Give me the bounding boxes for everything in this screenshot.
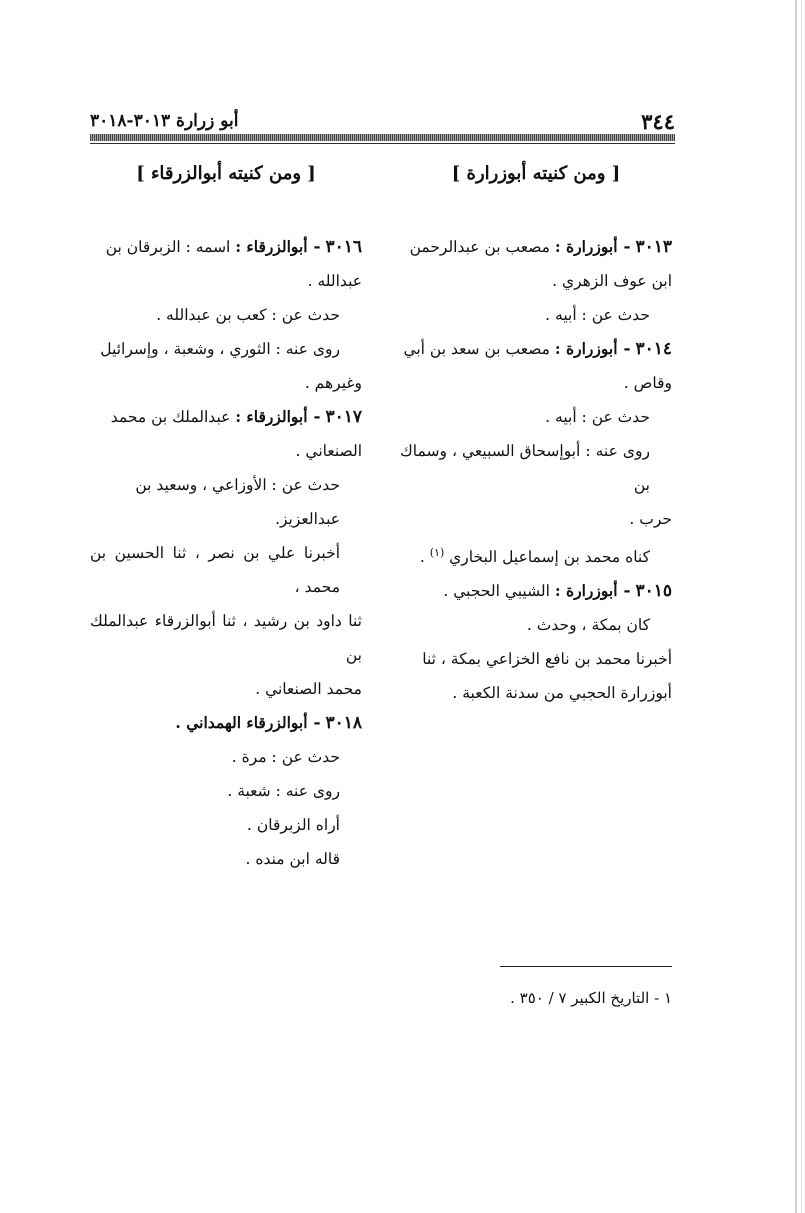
entry-number: ٣٠١٣ [635,237,672,257]
entry-line: أخبرنا محمد بن نافع الخزاعي بمكة ، ثنا [422,650,672,669]
page-number [635,110,675,134]
entry-line: حدث عن : كعب بن عبدالله . [156,306,340,324]
page-header [90,110,675,150]
page-edge-inner [801,0,802,1213]
entry-text: عبدالملك بن محمد [110,408,231,426]
page-number-text: ٣٤٤ [641,109,675,134]
entry-continuation: عبدالله . [307,272,362,290]
entry-line: روى عنه : شعبة . [227,782,340,800]
entry-line: كناه محمد بن إسماعيل البخاري $^{(١)}$ . [419,546,650,567]
entry-line: قاله ابن منده . [245,850,340,868]
footnote: ١ - التاريخ الكبير ٧ / ٣٥٠ . [510,989,672,1007]
entry-line: أخبرنا علي بن نصر ، ثنا الحسين بن محمد ، [90,544,340,596]
entry-line-text: كناه محمد بن إسماعيل البخاري [449,548,650,567]
entry-line: أراه الزبرقان . [247,816,340,834]
entry-line: حدث عن : الأوزاعي ، وسعيد بن عبدالعزيز. [135,476,340,528]
entry-text: الشيبي الحجبي . [443,582,550,601]
entry-3014-head: ٣٠١٤ - أبوزرارة : مصعب بن سعد بن أبي [403,339,672,359]
page-edge [795,0,797,1213]
entry-continuation: ابن عوف الزهري . [552,272,672,290]
entry-line: روى عنه : أبوإسحاق السبيعي ، وسماك بن [400,442,650,494]
entry-number: ٣٠١٦ [325,237,362,257]
entry-3017-head: ٣٠١٧ - أبوالزرقاء : عبدالملك بن محمد [110,407,362,427]
entry-3013-head: ٣٠١٣ - أبوزرارة : مصعب بن عبدالرحمن [409,237,672,257]
section-title-abu-zurara: [ ومن كنيته أبوزرارة ] [451,163,621,184]
footnote-ref: (١) [429,546,445,559]
header-rule-thin [90,143,675,144]
entry-line: حدث عن : أبيه . [545,306,650,324]
entry-number: ٣٠١٧ [325,407,362,427]
entry-name: أبوزرارة : [554,339,618,358]
entry-name: أبوالزرقاء : [235,237,308,256]
entry-3015-head: ٣٠١٥ - أبوزرارة : الشيبي الحجبي . [443,581,672,602]
entry-name: أبوالزرقاء : [235,407,308,426]
right-column [400,160,672,710]
entry-line: أبوزرارة الحجبي من سدنة الكعبة . [452,684,672,703]
entry-line: حرب . [629,510,672,528]
entry-name: أبوالزرقاء الهمداني . [175,713,308,732]
entry-line: حدث عن : مرة . [231,748,340,766]
entry-3018-head: ٣٠١٨ - أبوالزرقاء الهمداني . [175,713,362,733]
entry-line: محمد الصنعاني . [255,680,362,698]
entry-line: ثنا داود بن رشيد ، ثنا أبوالزرقاء عبدالملك بن [90,612,362,664]
entry-number: ٣٠١٨ [325,713,362,733]
entry-line: وغيرهم . [304,374,362,392]
entry-3016-head: ٣٠١٦ - أبوالزرقاء : اسمه : الزبرقان بن [105,237,362,257]
footnote-rule [500,966,672,967]
entry-name: أبوزرارة : [554,581,618,601]
entry-line: كان بمكة ، وحدث . [526,616,650,635]
entry-continuation: الصنعاني . [295,442,362,460]
left-column [90,160,362,876]
section-title-abu-zarqa: [ ومن كنيته أبوالزرقاء ] [136,163,316,184]
entry-line: روى عنه : الثوري ، وشعبة ، وإسرائيل [100,340,340,358]
entry-continuation: وقاص . [623,374,672,392]
entry-text: مصعب بن سعد بن أبي [403,340,550,358]
header-rule [90,134,675,141]
entry-line: حدث عن : أبيه . [545,408,650,426]
entry-number: ٣٠١٤ [635,339,672,359]
entry-name: أبوزرارة : [554,237,618,256]
entry-text: اسمه : الزبرقان بن [105,238,231,256]
running-head: أبو زرارة ٣٠١٣-٣٠١٨ [90,110,246,132]
entry-number: ٣٠١٥ [635,581,672,602]
entry-text: مصعب بن عبدالرحمن [409,238,550,256]
